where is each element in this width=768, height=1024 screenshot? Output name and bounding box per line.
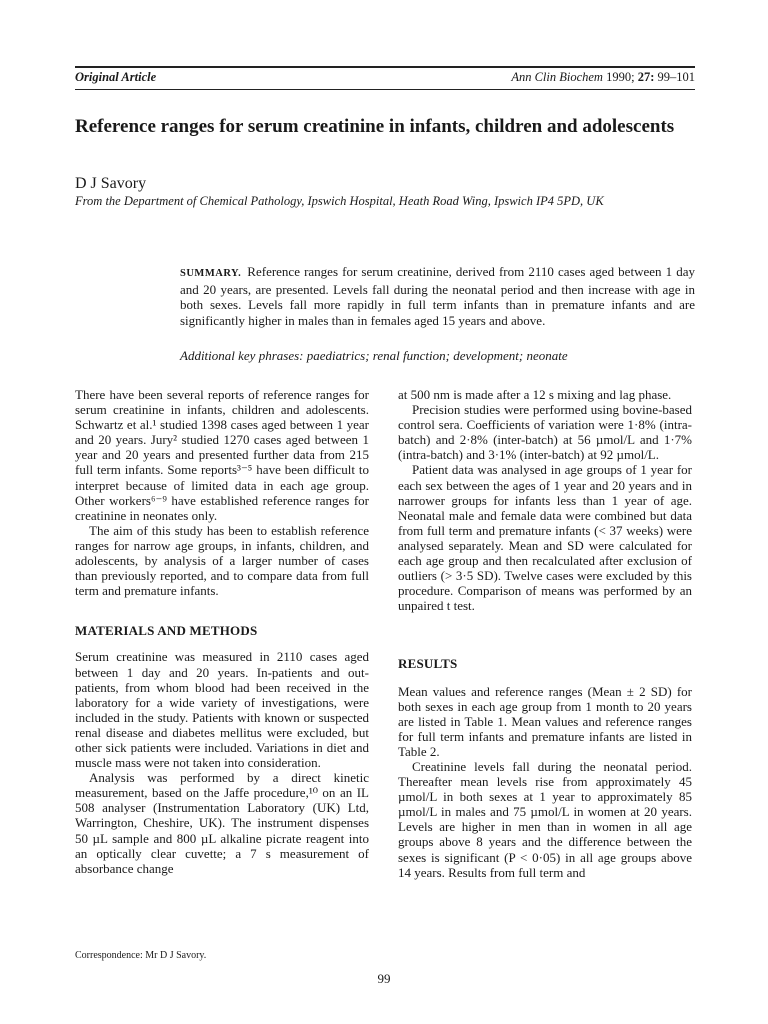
methods-paragraph: Analysis was performed by a direct kinetic measurement, based on the Jaffe procedure,¹⁰ on an IL 508 analyser (Instrumentation Laboratory (UK) Ltd, Warrington, Cheshire, UK). The instrument dispenses 50 µL sample and 800 µL alkaline picrate reagent into an optically clear cuvette; a 7 s measurement of absorbance change bbox=[75, 770, 369, 876]
summary-label: SUMMARY. bbox=[180, 268, 242, 279]
citation bbox=[511, 70, 695, 85]
article-title: Reference ranges for serum creatinine in infants, children and adolescents bbox=[75, 116, 675, 137]
journal-volume: 27: bbox=[637, 70, 655, 84]
right-column bbox=[398, 387, 692, 880]
journal-name: Ann Clin Biochem bbox=[511, 70, 603, 84]
article-type: Original Article bbox=[75, 70, 157, 84]
summary-text: Reference ranges for serum creatinine, derived from 2110 cases aged between 1 day and 20 years, are presented. Levels fall during the neonatal period and then increase with age in both sexes. Levels fall more rapidly in full term infants than in premature infants and are significantly higher in males than in females aged 15 years and above. bbox=[180, 264, 695, 328]
journal-year: 1990; bbox=[606, 70, 635, 84]
methods-paragraph: Serum creatinine was measured in 2110 cases aged between 1 day and 20 years. In-patients and out-patients, from whom blood had been received in the laboratory for a wide variety of investigations, were included in the study. Patients with known or suspected renal disease and diabetes mellitus were excluded, but other sick patients were included. Variations in diet and muscle mass were not taken into consideration. bbox=[75, 649, 369, 771]
header-rule-top bbox=[75, 66, 695, 68]
results-paragraph: Mean values and reference ranges (Mean ± 2 SD) for both sexes in each age group from 1 month to 20 years are listed in Table 1. Mean values and reference ranges for full term infants and premature infants are listed in Table 2. bbox=[398, 683, 692, 759]
results-heading: RESULTS bbox=[398, 656, 458, 672]
results-paragraph: Creatinine levels fall during the neonatal period. Thereafter mean levels rise from approximately 45 µmol/L in both sexes at 1 year to approximately 85 µmol/L in males and 75 µmol/L in women at 20 years. Levels are higher in men than in women in all age groups above 8 years and the difference between the sexes is significant (P < 0·05) in all age groups above 14 years. Results from full term and bbox=[398, 758, 692, 880]
intro-paragraph: The aim of this study has been to establish reference ranges for narrow age groups, in infants, children, and adolescents, by analysis of a larger number of cases than previously reported, and to compare data from full term and premature infants. bbox=[75, 522, 369, 599]
page-number: 99 bbox=[377, 971, 391, 986]
running-head bbox=[75, 70, 695, 85]
methods-paragraph: Precision studies were performed using bovine-based control sera. Coefficients of variation were 1·8% (intra-batch) and 2·8% (inter-batch) at 56 µmol/L and 1·7% (intra-batch) and 3·1% (inter-batch) at 92 µmol/L. bbox=[398, 402, 692, 463]
correspondence-note: Correspondence: Mr D J Savory. bbox=[75, 950, 207, 961]
intro-paragraph: There have been several reports of reference ranges for serum creatinine in infants, children and adolescents. Schwartz et al.¹ studied 1398 cases aged between 1 year and 20 years. Jury² studied 1270 cases aged between 1 year and 20 years and presented further data from 215 full term infants. Some reports³⁻⁵ have been difficult to interpret because of limited data in each age group. Other workers⁶⁻⁹ have established reference ranges for creatinine in neonates only. bbox=[75, 387, 369, 523]
author-name: D J Savory bbox=[75, 175, 147, 192]
key-phrases: Additional key phrases: paediatrics; renal function; development; neonate bbox=[180, 348, 568, 363]
left-column bbox=[75, 387, 369, 876]
methods-paragraph-continued: at 500 nm is made after a 12 s mixing and lag phase. bbox=[398, 387, 672, 402]
summary-block bbox=[180, 264, 695, 328]
methods-paragraph: Patient data was analysed in age groups of 1 year for each sex between the ages of 1 year and 20 years and in narrower groups for infants less than 1 year of age. Neonatal male and female data were combined but data from full term and premature infants (< 37 weeks) were analysed separately. Mean and SD were calculated for each age group and then recalculated after exclusion of outliers (> 3·5 SD). Twelve cases were excluded by this procedure. Comparison of means was performed by an unpaired t test. bbox=[398, 462, 692, 614]
author-affiliation: From the Department of Chemical Pathology, Ipswich Hospital, Heath Road Wing, Ipswich IP4 5PD, UK bbox=[75, 194, 604, 208]
header-rule-bottom bbox=[75, 89, 695, 90]
methods-heading: MATERIALS AND METHODS bbox=[75, 623, 258, 639]
journal-pages: 99–101 bbox=[657, 70, 695, 84]
